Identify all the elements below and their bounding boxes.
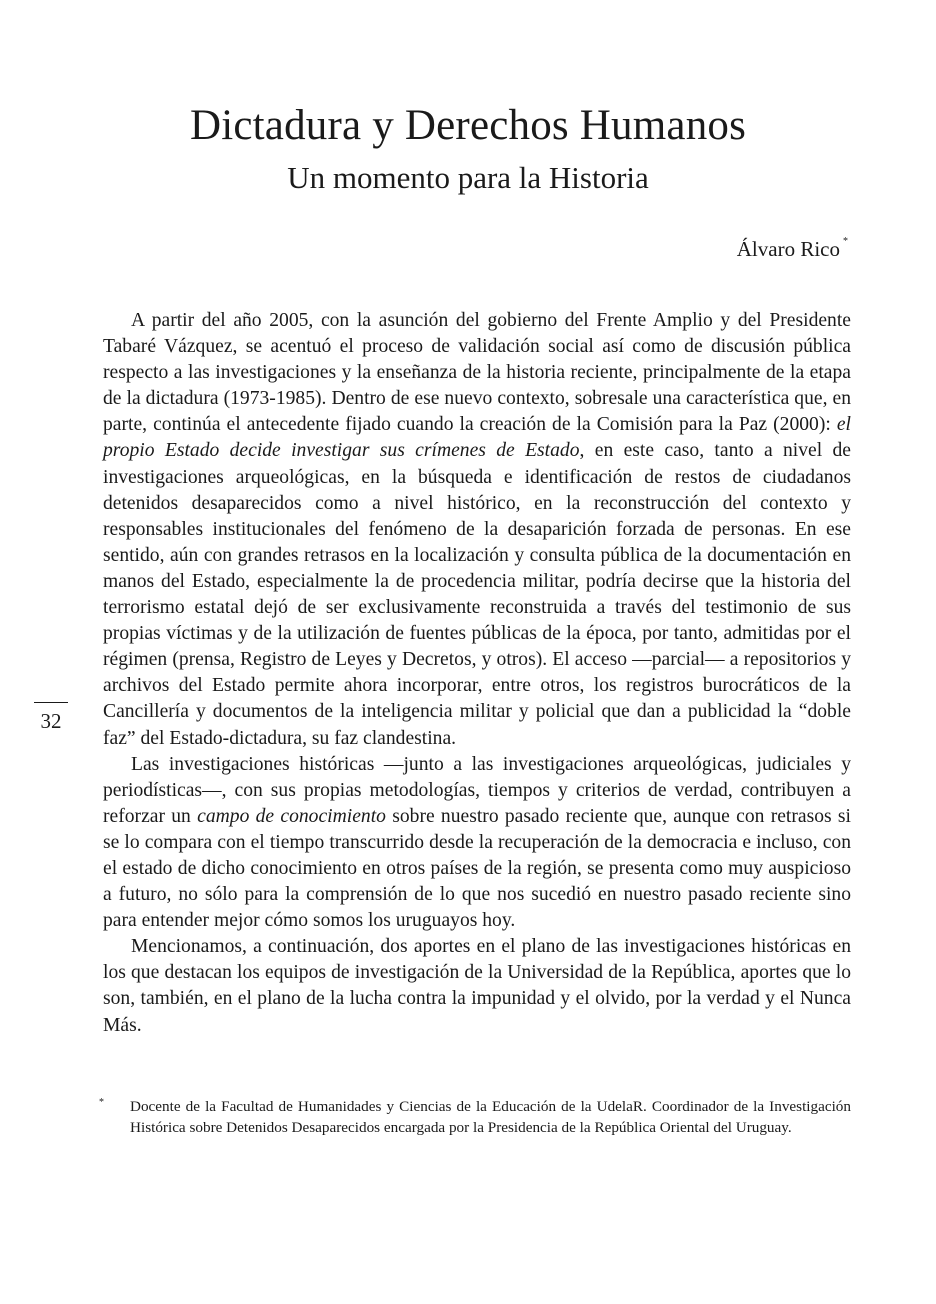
footnote-text: Docente de la Facultad de Humanidades y Ciencias de la Educación de la UdelaR. Coordinador de la Investigación Histórica sobre Detenidos Desaparecidos encargada por la Presidencia de la República Oriental del Uruguay. [130,1098,851,1136]
author-name: Álvaro Rico [736,237,840,261]
page-number: 32 [40,709,62,733]
paragraph-1 [103,308,851,752]
paragraph-2-text-end: sobre nuestro pasado reciente que, aunque con retrasos si se lo compara con el tiempo transcurrido desde la recuperación de la democracia e incluso, con el estado de dicho conocimiento en otros países de la región, se presenta como muy auspicioso a futuro, no sólo para la comprensión de lo que nos sucedió en nuestro pasado reciente sino para entender mejor cómo somos los uruguayos hoy. [103,805,851,932]
footnote-marker: * [99,1097,104,1108]
paragraph-2 [103,752,851,935]
paragraph-3 [103,934,851,1038]
paragraph-1-text-start: A partir del año 2005, con la asunción del gobierno del Frente Amplio y del Presidente Tabaré Vázquez, se acentuó el proceso de validación social así como de discusión pública respecto a las investigaciones y la enseñanza de la historia reciente, principalmente de la etapa de la dictadura (1973-1985). Dentro de ese nuevo contexto, sobresale una característica que, en parte, continúa el antecedente fijado cuando la creación de la Comisión para la Paz (2000): [103,310,851,436]
author-line [737,228,848,263]
page-subtitle: Un momento para la Historia [287,160,649,195]
article-body [103,308,851,1039]
page-title: Dictadura y Derechos Humanos [189,102,747,149]
paragraph-2-text-start: Las investigaciones históricas —junto a las investigaciones arqueológicas, judiciales y periodísticas—, con sus propias metodologías, tiempos y criterios de verdad, contribuyen a reforzar un [103,753,851,827]
page-number-rule [34,702,68,703]
author-footnote-marker: * [843,236,848,247]
paragraph-3-text: Mencionamos, a continuación, dos aportes en el plano de las investigaciones históricas en los que destacan los equipos de investigación de la Universidad de la República, aportes que lo son, también, en el plano de la lucha contra la impunidad y el olvido, por la verdad y el Nunca Más. [103,936,851,1036]
paragraph-1-emphasis: el propio Estado decide investigar sus crímenes de Estado [103,414,851,462]
paragraph-1-text-end: , en este caso, tanto a nivel de investigaciones arqueológicas, en la búsqueda e identificación de restos de ciudadanos detenidos desaparecidos como a nivel histórico, en la reconstrucción del contexto y responsables institucionales del fenómeno de la desaparición forzada de personas. En ese sentido, aún con grandes retrasos en la localización y consulta pública de la documentación en manos del Estado, especialmente la de procedencia militar, podría decirse que la historia del terrorismo estatal dejó de ser exclusivamente reconstruida a través del testimonio de sus propias víctimas y de la utilización de fuentes públicas de la época, por tanto, admitidas por el régimen (prensa, Registro de Leyes y Decretos, y otros). El acceso —parcial— a repositorios y archivos del Estado permite ahora incorporar, entre otros, los registros burocráticos de la Cancillería y documentos de la inteligencia militar y policial que dan a publicidad la “doble faz” del Estado-dictadura, su faz clandestina. [103,440,851,749]
paragraph-2-emphasis: campo de conocimiento [197,805,386,827]
